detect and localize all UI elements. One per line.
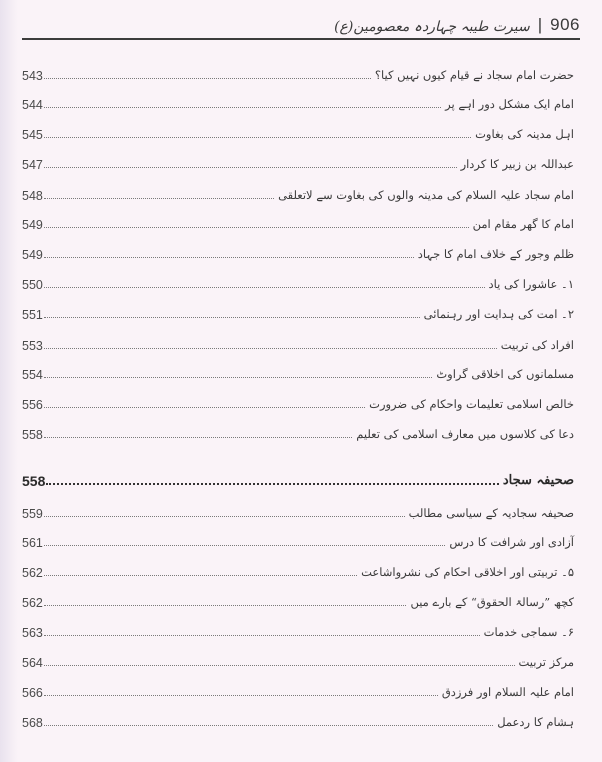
toc-page-number: 549: [22, 248, 43, 262]
page-gutter-shadow: [0, 0, 18, 762]
toc-entry[interactable]: [22, 334, 574, 354]
toc-entry[interactable]: [22, 502, 574, 522]
header-rule: [22, 38, 580, 40]
toc-page-number: 550: [22, 278, 43, 292]
toc-entry-title: کچھ ”رسالۃ الحقوق“ کے بارے میں: [410, 595, 574, 609]
toc-page-number: 553: [22, 339, 43, 353]
toc-entry-title: ۱۔ عاشورا کی یاد: [488, 277, 574, 291]
toc-entry[interactable]: [22, 123, 574, 143]
book-title: سیرت طیبہ چہاردہ معصومین(ع): [334, 19, 530, 35]
dot-leader: [44, 544, 445, 546]
toc-entry[interactable]: [22, 681, 574, 701]
toc-page-number: 562: [22, 596, 43, 610]
toc-entry-title: ۲۔ امت کی ہدایت اور رہنمائی: [423, 307, 574, 321]
dot-leader: [44, 376, 433, 378]
toc-entry-title: مرکز تربیت: [518, 655, 574, 669]
toc-entry[interactable]: [22, 213, 574, 233]
dot-leader: [44, 604, 407, 606]
dot-leader: [44, 226, 469, 228]
toc-entry[interactable]: [22, 184, 574, 204]
toc-page-number: 558: [22, 428, 43, 442]
toc-entry[interactable]: [22, 93, 574, 113]
toc-entry-title: اہل مدینہ کی بغاوت: [475, 127, 574, 141]
dot-leader: [44, 286, 485, 288]
toc-entry[interactable]: [22, 561, 574, 581]
toc-page-number: 544: [22, 98, 43, 112]
toc-section-heading[interactable]: [22, 470, 574, 490]
toc-page-number: 563: [22, 626, 43, 640]
toc-page-number: 566: [22, 686, 43, 700]
toc-entry[interactable]: [22, 393, 574, 413]
toc-page-number: 562: [22, 566, 43, 580]
toc-entry-title: آزادی اور شرافت کا درس: [449, 535, 574, 549]
dot-leader: [44, 256, 414, 258]
toc-entry[interactable]: [22, 303, 574, 323]
toc-page-number: 548: [22, 189, 43, 203]
toc-page-number: 559: [22, 507, 43, 521]
toc-entry[interactable]: [22, 651, 574, 671]
toc-entry[interactable]: [22, 423, 574, 443]
dot-leader: [44, 106, 441, 108]
toc-page-number: 543: [22, 69, 43, 83]
dot-leader: [44, 724, 493, 726]
dot-leader: [44, 515, 405, 517]
toc-entry-title: صحیفہ سجاد: [502, 473, 574, 488]
dot-leader: [44, 694, 438, 696]
dot-leader: [46, 482, 499, 485]
dot-leader: [44, 406, 365, 408]
toc-entry-title: خالص اسلامی تعلیمات واحکام کی ضرورت: [369, 397, 574, 411]
page-number: 906: [550, 15, 580, 34]
header-separator: |: [537, 15, 543, 34]
dot-leader: [44, 197, 274, 199]
toc-entry-title: امام علیہ السلام اور فرزدق: [441, 685, 574, 699]
dot-leader: [44, 574, 357, 576]
dot-leader: [44, 166, 457, 168]
toc-page-number: 549: [22, 218, 43, 232]
toc-entry-title: ہشام کا ردعمل: [497, 715, 574, 729]
toc-entry-title: امام کا گھر مقام امن: [472, 217, 574, 231]
dot-leader: [44, 316, 420, 318]
toc-entry[interactable]: [22, 153, 574, 173]
toc-entry-title: ۶۔ سماجی خدمات: [483, 625, 574, 639]
toc-page-number: 554: [22, 368, 43, 382]
toc-page-number: 568: [22, 716, 43, 730]
toc-page-number: 551: [22, 308, 43, 322]
dot-leader: [44, 347, 497, 349]
toc-page-number: 556: [22, 398, 43, 412]
toc-entry-title: حضرت امام سجاد نے قیام کیوں نہیں کیا؟: [374, 68, 574, 82]
page-header: [334, 9, 580, 35]
toc-page-number: 561: [22, 536, 43, 550]
dot-leader: [44, 664, 515, 666]
toc-page-number: 564: [22, 656, 43, 670]
toc-entry-title: افراد کی تربیت: [500, 338, 574, 352]
toc-entry-title: امام سجاد علیہ السلام کی مدینہ والوں کی بغاوت سے لاتعلقی: [278, 188, 574, 202]
toc-entry[interactable]: [22, 711, 574, 731]
dot-leader: [44, 436, 352, 438]
toc-entry-title: امام ایک مشکل دور اہے پر: [445, 97, 574, 111]
toc-entry-title: ظلم وجور کے خلاف امام کا جہاد: [417, 247, 574, 261]
toc-entry-title: ۵۔ تربیتی اور اخلاقی احکام کی نشرواشاعت: [361, 565, 574, 579]
dot-leader: [44, 136, 471, 138]
toc-entry[interactable]: [22, 64, 574, 84]
toc-page-number: 558: [22, 473, 46, 489]
toc-entry-title: عبداللہ بن زبیر کا کردار: [460, 157, 574, 171]
toc-entry[interactable]: [22, 243, 574, 263]
toc-entry-title: دعا کی کلاسوں میں معارف اسلامی کی تعلیم: [356, 427, 574, 441]
toc-entry[interactable]: [22, 621, 574, 641]
dot-leader: [44, 77, 371, 79]
dot-leader: [44, 634, 480, 636]
toc-page-number: 545: [22, 128, 43, 142]
toc-entry-title: مسلمانوں کی اخلاقی گراوٹ: [436, 367, 574, 381]
toc-entry[interactable]: [22, 273, 574, 293]
toc-entry[interactable]: [22, 591, 574, 611]
toc-entry[interactable]: [22, 531, 574, 551]
toc-entry[interactable]: [22, 363, 574, 383]
toc-entry-title: صحیفہ سجادیہ کے سیاسی مطالب: [408, 506, 574, 520]
toc-page-number: 547: [22, 158, 43, 172]
